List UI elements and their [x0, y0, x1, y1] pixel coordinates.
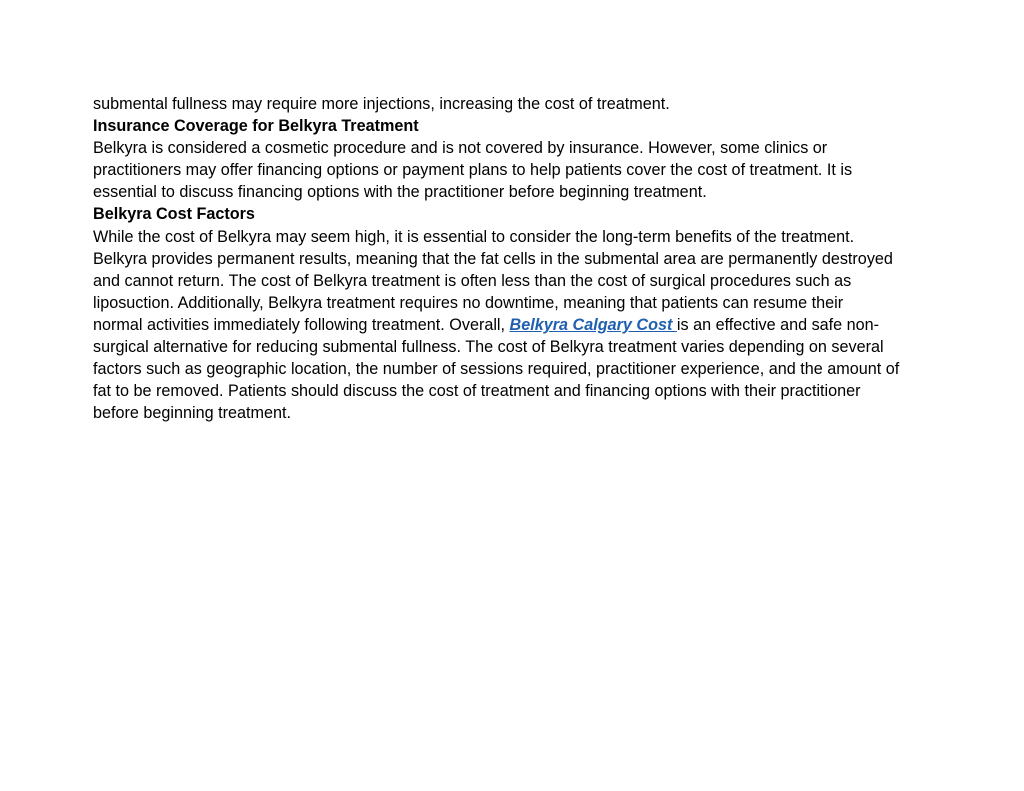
cost-factors-paragraph-line: liposuction. Additionally, Belkyra treatment requires no downtime, meaning that patients can resume their: [93, 293, 844, 312]
cost-factors-paragraph-line: While the cost of Belkyra may seem high, it is essential to consider the long-term benefits of the treatment.: [93, 227, 855, 246]
cost-factors-heading: Belkyra Cost Factors: [93, 205, 255, 224]
cost-factors-paragraph-line: and cannot return. The cost of Belkyra treatment is often less than the cost of surgical procedures such as: [93, 271, 852, 290]
link-line-before-text: normal activities immediately following treatment. Overall,: [93, 315, 510, 334]
insurance-coverage-heading: Insurance Coverage for Belkyra Treatment: [93, 117, 419, 136]
cost-factors-paragraph-line: factors such as geographic location, the number of sessions required, practitioner experience, and the amount of: [93, 360, 900, 379]
cost-factors-paragraph-line: before beginning treatment.: [93, 404, 291, 423]
cost-factors-paragraph-line: surgical alternative for reducing submental fullness. The cost of Belkyra treatment varies depending on several: [93, 338, 884, 357]
cost-factors-paragraph-line: Belkyra provides permanent results, meaning that the fat cells in the submental area are permanently destroyed: [93, 249, 893, 268]
belkyra-calgary-cost-link[interactable]: Belkyra Calgary Cost: [509, 315, 677, 334]
cost-factors-paragraph-line: fat to be removed. Patients should discuss the cost of treatment and financing options with their practitioner: [93, 382, 861, 401]
cost-factors-link-line: [93, 314, 933, 336]
insurance-paragraph-line: Belkyra is considered a cosmetic procedure and is not covered by insurance. However, some clinics or: [93, 139, 828, 158]
insurance-paragraph-line: essential to discuss financing options with the practitioner before beginning treatment.: [93, 183, 707, 202]
document-page: [93, 93, 933, 424]
intro-line: submental fullness may require more injections, increasing the cost of treatment.: [93, 95, 670, 113]
link-line-after-text: is an effective and safe non-: [676, 315, 880, 334]
insurance-paragraph-line: practitioners may offer financing options or payment plans to help patients cover the cost of treatment. It is: [93, 161, 853, 180]
